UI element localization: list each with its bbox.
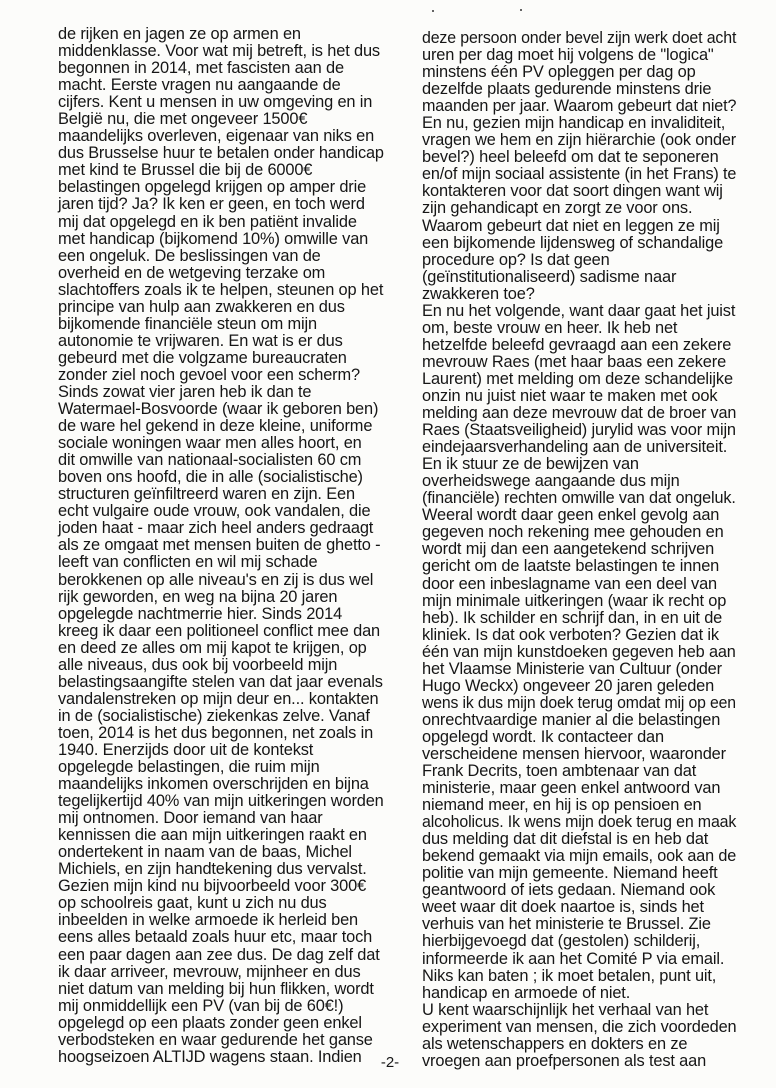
text-line: hierbijgevoegd dat (gestolen) schilderij,: [422, 932, 701, 951]
text-line: maanden per jaar. Waarom gebeurt dat niet?: [422, 97, 737, 116]
text-line: (financiële) rechten omwille van dat ongeluk.: [422, 489, 736, 508]
text-line: boven ons hoofd, die in alle (socialistische): [58, 468, 363, 487]
text-line: geantwoord of iets gedaan. Niemand ook: [422, 881, 716, 900]
text-line: Weeral wordt daar geen enkel gevolg aan: [422, 506, 720, 525]
text-line: ik daar arriveer, mevrouw, mijnheer en dus: [58, 962, 361, 981]
text-line: begonnen in 2014, met fascisten aan de: [58, 59, 344, 78]
text-line: zijn gehandicapt en zorgt ze voor ons.: [422, 199, 693, 218]
text-line: één van mijn kunstdoeken gegeven heb aan: [422, 642, 736, 661]
text-line: Watermael-Bosvoorde (waar ik geboren ben): [58, 400, 379, 419]
scan-speck: [520, 9, 522, 11]
text-line: kennissen die aan mijn uitkeringen raakt en: [58, 826, 367, 845]
text-line: niet datum van melding bij hun flikken, wordt: [58, 979, 374, 998]
text-line: berokkenen op alle niveau's en zij is dus wel: [58, 570, 374, 589]
text-line: ministerie, maar geen enkel antwoord van: [422, 779, 721, 798]
text-line: overheid en de wetgeving terzake om: [58, 263, 326, 282]
text-line: En nu het volgende, want daar gaat het juist: [422, 301, 736, 320]
text-line: middenklasse. Voor wat mij betreft, is het dus: [58, 42, 380, 61]
text-line: zonder ziel noch gevoel voor een scherm?: [58, 365, 360, 384]
text-line: de rijken en jagen ze op armen en: [58, 25, 301, 43]
text-line: autonomie te vrijwaren. En wat is er dus: [58, 331, 343, 350]
text-line: weet waar dit doek naartoe is, sinds het: [422, 898, 704, 917]
text-line: een bijkomende lijdensweg of schandalige: [422, 233, 724, 252]
text-line: maandelijks inkomen overschrijden en bijna: [58, 775, 369, 794]
text-line: handicap en armoede of niet.: [422, 983, 631, 1002]
text-line: door een inbeslagname van een deel van: [422, 574, 718, 593]
text-line: toen, 2014 is het dus begonnen, net zoals in: [58, 723, 374, 742]
text-line: dus Brusselse huur te betalen onder handicap: [58, 144, 384, 163]
text-line: gericht om de laatste belastingen te innen: [422, 557, 720, 576]
text-line: macht. Eerste vragen nu aangaande de: [58, 76, 341, 95]
text-line: hoogseizoen ALTIJD wagens staan. Indien: [58, 1047, 362, 1066]
text-line: België nu, die met ongeveer 1500€: [58, 110, 308, 129]
text-line: En ik stuur ze de bewijzen van: [422, 455, 639, 474]
text-line: rijk geworden, en weg na bijna 20 jaren: [58, 587, 338, 606]
text-line: met handicap (bijkomend 10%) omwille van: [58, 229, 369, 248]
text-line: Sinds zowat vier jaren heb ik dan te: [58, 382, 312, 401]
text-line: belastingen opgelegd krijgen op amper drie: [58, 178, 367, 197]
text-line: mijn minimale uitkeringen (waar ik recht op: [422, 591, 727, 610]
text-line: zwakkeren toe?: [422, 284, 535, 303]
text-line: U kent waarschijnlijk het verhaal van het: [422, 1000, 709, 1019]
text-line: onzin nu juist niet waar te maken met ook: [422, 386, 718, 405]
text-line: principe van hulp aan zwakkeren en dus: [58, 297, 345, 316]
text-line: procedure op? Is dat geen: [422, 250, 610, 269]
text-line: niemand meer, en hij is op pensioen en: [422, 796, 702, 815]
text-line: Hugo Weckx) ongeveer 20 jaren geleden: [422, 676, 715, 695]
text-line: verscheidene mensen hiervoor, waaronder: [422, 744, 726, 763]
text-line: vroegen aan proefpersonen als test aan: [422, 1051, 707, 1070]
text-line: experiment van mensen, die zich voordeden: [422, 1017, 737, 1036]
text-line: politie van mijn gemeente. Niemand heeft: [422, 864, 718, 883]
text-line: bekend gemaakt via mijn emails, ook aan de: [422, 847, 737, 866]
text-line: vragen we hem en zijn hiërarchie (ook onder: [422, 131, 736, 150]
text-line: En nu, gezien mijn handicap en invaliditeit,: [422, 114, 726, 133]
text-line: het Vlaamse Ministerie van Cultuur (onder: [422, 659, 722, 678]
text-line: overheidswege aangaande dus mijn: [422, 472, 680, 491]
text-line: een paar dagen aan zee dus. De dag zelf dat: [58, 945, 380, 964]
text-line: inbeelden in welke armoede ik herleid ben: [58, 911, 359, 930]
right-text-column: [422, 30, 736, 1070]
text-line: Raes (Staatsveiligheid) jurylid was voor mijn: [422, 421, 736, 440]
text-line: als wetenschappers en dokters en ze: [422, 1034, 688, 1053]
text-line: dezelfde plaats gedurende minstens drie: [422, 80, 712, 99]
text-line: Waarom gebeurt dat niet en leggen ze mij: [422, 216, 720, 235]
text-line: 1940. Enerzijds door uit de kontekst: [58, 740, 314, 759]
text-line: maandelijks overleven, eigenaar van niks en: [58, 127, 375, 146]
text-line: wordt mij dan een aangetekend schrijven: [422, 540, 715, 559]
text-line: eens alles betaald zoals huur etc, maar toch: [58, 928, 373, 947]
text-line: als ze omgaat met mensen buiten de ghetto -: [58, 536, 381, 555]
text-line: uren per dag moet hij volgens de "logica": [422, 46, 714, 65]
text-line: dit omwille van nationaal-socialisten 60 cm: [58, 451, 362, 470]
text-line: kliniek. Is dat ook verboten? Gezien dat ik: [422, 625, 719, 644]
text-line: belastingsaangifte stelen van dat jaar evenals: [58, 672, 383, 691]
text-line: sociale woningen waar men alles hoort, en: [58, 434, 362, 453]
page-number: -2-: [380, 1054, 400, 1071]
text-line: informeerde ik aan het Comité P via email.: [422, 949, 725, 968]
text-line: Gezien mijn kind nu bijvoorbeeld voor 300€: [58, 877, 367, 896]
text-line: dus melding dat dit diefstal is en heb dat: [422, 830, 709, 849]
text-line: en/of mijn sociaal assistente (in het Frans) te: [422, 165, 737, 184]
text-line: de ware hel gekend in deze kleine, uniforme: [58, 417, 373, 436]
text-line: mevrouw Raes (met haar baas een zekere: [422, 352, 727, 371]
text-line: vandalenstreken op mijn deur en... kontakten: [58, 689, 379, 708]
text-line: echt vulgaire oude vrouw, ook vandalen, die: [58, 502, 371, 521]
text-line: mij ontnomen. Door iemand van haar: [58, 809, 323, 828]
text-line: gegeven noch rekening mee gehouden en: [422, 523, 724, 542]
text-line: in de (socialistische) ziekenkas zelve. Vanaf: [58, 706, 370, 725]
text-line: wens ik dus mijn doek terug omdat mij op een: [422, 693, 736, 712]
text-line: jaren tijd? Ja? Ik ken er geen, en toch werd: [58, 195, 365, 214]
text-line: verhuis van het ministerie te Brussel. Zie: [422, 915, 711, 934]
text-line: (geïnstitutionaliseerd) sadisme naar: [422, 267, 677, 286]
scan-speck: [432, 10, 434, 12]
text-line: hetzelfde beleefd gevraagd aan een zekere: [422, 335, 732, 354]
text-line: en deed ze alles om mij kapot te krijgen, op: [58, 638, 367, 657]
text-line: minstens één PV opleggen per dag op: [422, 63, 696, 82]
text-line: alle niveaus, dus ook bij voorbeeld mijn: [58, 655, 338, 674]
text-line: onrechtvaardige manier al die belastingen: [422, 710, 721, 729]
text-line: opgelegd op een plaats zonder geen enkel: [58, 1013, 362, 1032]
text-line: leeft van conflicten en wil mij schade: [58, 553, 318, 572]
text-line: deze persoon onder bevel zijn werk doet acht: [422, 29, 737, 47]
text-line: alcoholicus. Ik wens mijn doek terug en maak: [422, 813, 737, 832]
text-line: bijkomende financiële steun om mijn: [58, 314, 317, 333]
left-text-column: [58, 26, 384, 1066]
text-line: cijfers. Kent u mensen in uw omgeving en in: [58, 93, 373, 112]
text-line: verbodsteken en waar gedurende het ganse: [58, 1030, 373, 1049]
text-line: tegelijkertijd 40% van mijn uitkeringen worden: [58, 792, 384, 811]
text-line: Frank Decrits, toen ambtenaar van dat: [422, 762, 697, 781]
text-line: bevel?) heel beleefd om dat te seponeren: [422, 148, 719, 167]
text-line: melding aan deze mevrouw dat de broer van: [422, 404, 737, 423]
text-line: opgelegde belastingen, die ruim mijn: [58, 758, 320, 777]
text-line: mij onmiddellijk een PV (van bij de 60€!): [58, 996, 344, 1015]
text-line: joden haat - maar zich heel anders gedraagt: [58, 519, 374, 538]
text-line: om, beste vrouw en heer. Ik heb net: [422, 318, 678, 337]
text-line: kreeg ik daar een politioneel conflict mee dan: [58, 621, 381, 640]
text-line: Michiels, en zijn handtekening dus vervalst.: [58, 860, 367, 879]
text-line: eindejaarsverhandeling aan de universiteit.: [422, 438, 728, 457]
text-line: slachtoffers zoals ik te helpen, steunen op het: [58, 280, 384, 299]
text-line: op schoolreis gaat, kunt u zich nu dus: [58, 894, 327, 913]
text-line: kontakteren voor dat soort dingen want wij: [422, 182, 723, 201]
text-line: mij dat opgelegd en ik ben patiënt invalide: [58, 212, 357, 231]
text-line: opgelegde nachtmerrie hier. Sinds 2014: [58, 604, 343, 623]
text-line: structuren geïnfiltreerd waren en zijn. Een: [58, 485, 355, 504]
text-line: Niks kan baten ; ik moet betalen, punt uit,: [422, 966, 717, 985]
text-line: heb). Ik schilder en schrijf dan, in en uit de: [422, 608, 723, 627]
text-line: opgelegd wordt. Ik contacteer dan: [422, 727, 664, 746]
text-line: Laurent) met melding om deze schandelijke: [422, 369, 733, 388]
text-line: gebeurd met die volgzame bureaucraten: [58, 348, 347, 367]
text-line: ondertekent in naam van de baas, Michel: [58, 843, 352, 862]
text-line: een ongeluk. De beslissingen van de: [58, 246, 321, 265]
text-line: met kind te Brussel die bij de 6000€: [58, 161, 313, 180]
